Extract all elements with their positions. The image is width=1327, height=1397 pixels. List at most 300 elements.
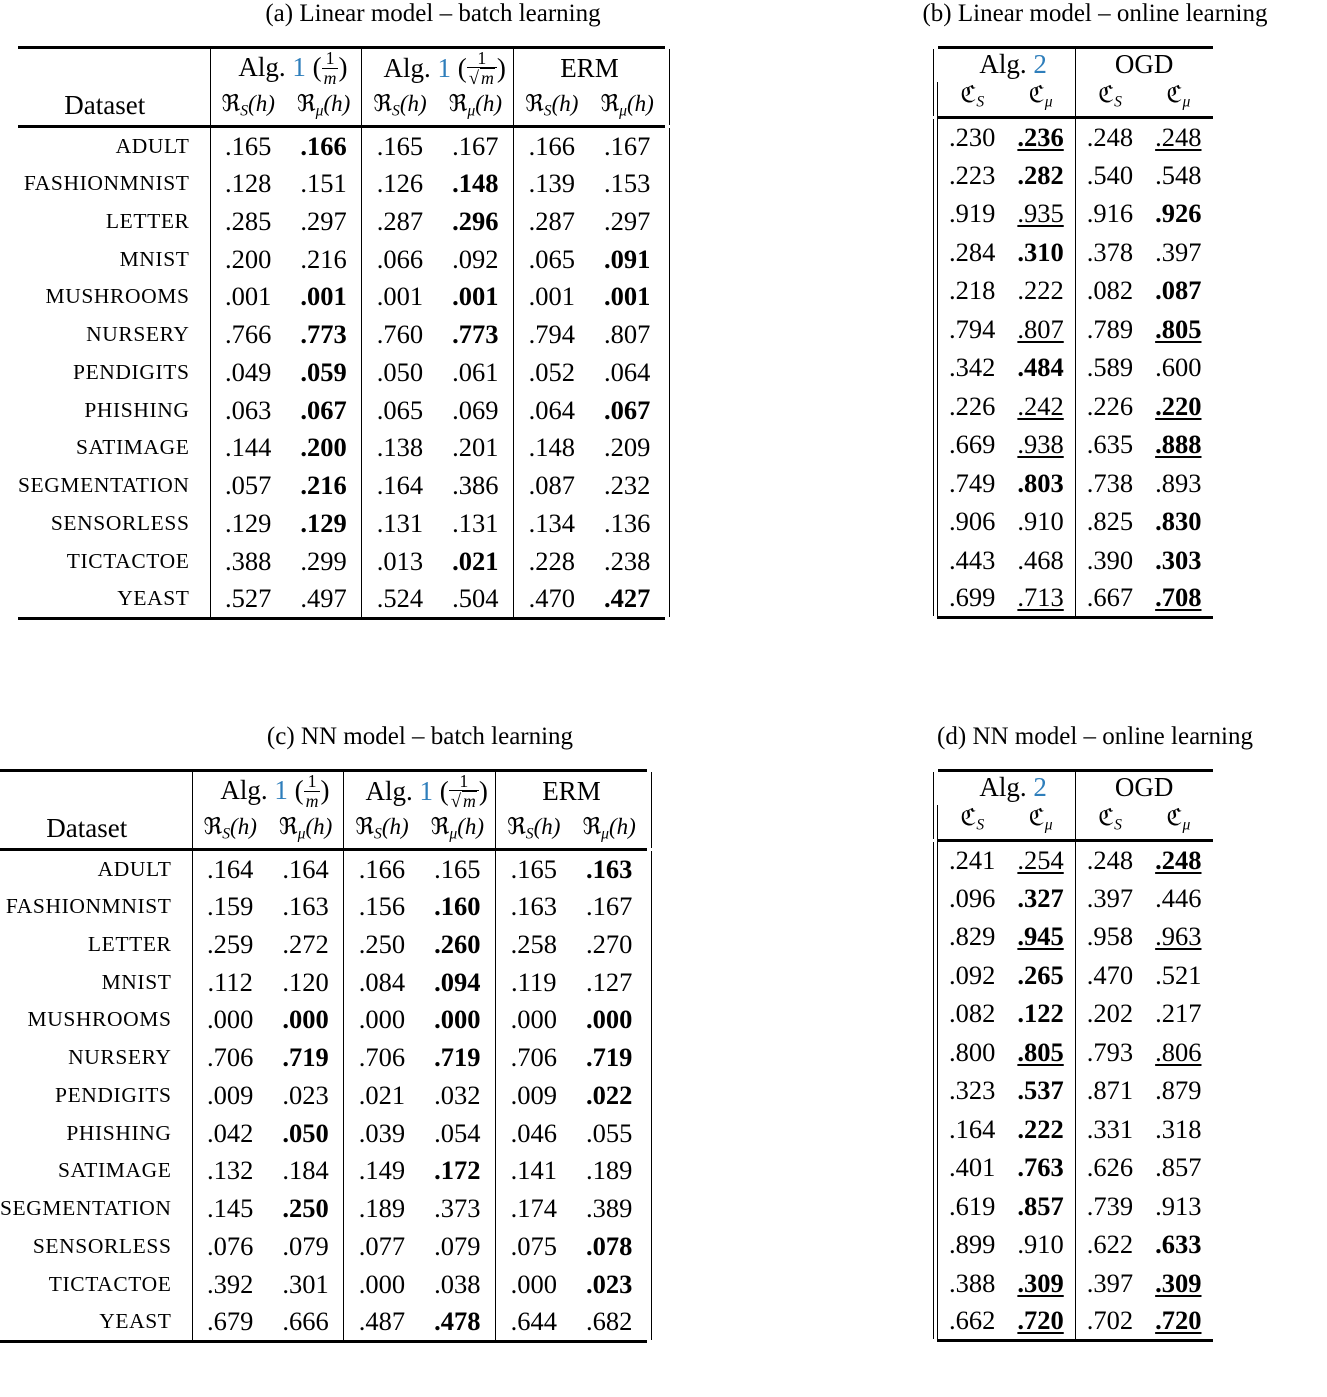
value-cell: .958 bbox=[1075, 917, 1144, 956]
header-group-row bbox=[938, 47, 1213, 82]
value-cell: .497 bbox=[300, 582, 347, 613]
value-cell: .248 bbox=[1075, 117, 1144, 156]
value-cell: .127 bbox=[571, 963, 646, 1001]
value-cell: .287 bbox=[362, 202, 438, 240]
value-cell: .163 bbox=[571, 850, 646, 888]
value-cell: .023 bbox=[282, 1079, 329, 1110]
value-cell: .119 bbox=[496, 963, 572, 1001]
subheader-cell: ℜ$_S$(h) bbox=[514, 91, 590, 127]
value-cell: .708 bbox=[1155, 582, 1202, 613]
table-row bbox=[938, 956, 1213, 995]
value-cell: .166 bbox=[514, 127, 590, 165]
value-cell: .537 bbox=[1017, 1075, 1064, 1106]
dataset-name: YEAST bbox=[117, 585, 190, 610]
value-cell: .218 bbox=[938, 271, 1007, 310]
dataset-name: LETTER bbox=[105, 208, 190, 233]
value-cell: .009 bbox=[496, 1077, 572, 1115]
value-cell: .720 bbox=[1017, 1305, 1064, 1336]
value-cell: .126 bbox=[362, 165, 438, 203]
value-cell: .078 bbox=[571, 1228, 646, 1266]
group-alg1-sqrtm: Alg. 1 ( $\frac{1}{√ m}$ ) bbox=[344, 770, 496, 814]
value-cell: .000 bbox=[344, 1265, 420, 1303]
dataset-name: PHISHING bbox=[66, 1120, 172, 1145]
value-cell: .064 bbox=[589, 354, 664, 392]
value-cell: .248 bbox=[1155, 121, 1202, 152]
value-cell: .061 bbox=[452, 356, 499, 387]
value-cell: .064 bbox=[514, 391, 590, 429]
value-cell: .284 bbox=[938, 233, 1007, 272]
value-cell: .857 bbox=[1155, 1152, 1202, 1183]
value-cell: .166 bbox=[300, 130, 347, 161]
value-cell: .342 bbox=[938, 348, 1007, 387]
value-cell: .134 bbox=[514, 505, 590, 543]
value-cell: .331 bbox=[1075, 1110, 1144, 1149]
value-cell: .021 bbox=[344, 1077, 420, 1115]
value-cell: .001 bbox=[589, 278, 664, 316]
value-cell: .265 bbox=[1017, 959, 1064, 990]
value-cell: .527 bbox=[210, 580, 286, 618]
value-cell: .378 bbox=[1075, 233, 1144, 272]
value-cell: .388 bbox=[938, 1264, 1007, 1303]
subheader-cell: ℜ$_S$(h) bbox=[192, 814, 268, 850]
value-cell: .165 bbox=[210, 127, 286, 165]
dataset-name: ADULT bbox=[115, 133, 190, 158]
group-alg2: Alg. 2 bbox=[938, 47, 1076, 82]
value-cell: .082 bbox=[938, 994, 1007, 1033]
table-row bbox=[0, 1303, 647, 1341]
value-cell: .773 bbox=[452, 319, 499, 350]
value-cell: .916 bbox=[1075, 194, 1144, 233]
value-cell: .702 bbox=[1075, 1302, 1144, 1341]
table-row bbox=[938, 1187, 1213, 1226]
value-cell: .309 bbox=[1155, 1267, 1202, 1298]
subheader-cell: ℜ$_S$(h) bbox=[344, 814, 420, 850]
dataset-name: YEAST bbox=[99, 1308, 172, 1333]
value-cell: .163 bbox=[282, 890, 329, 921]
value-cell: .899 bbox=[938, 1225, 1007, 1264]
table-row bbox=[938, 1225, 1213, 1264]
value-cell: .699 bbox=[938, 579, 1007, 618]
value-cell: .092 bbox=[938, 956, 1007, 995]
header-sub-row bbox=[938, 82, 1213, 118]
value-cell: .216 bbox=[300, 243, 347, 274]
table-row bbox=[0, 1114, 647, 1152]
value-cell: .789 bbox=[1075, 310, 1144, 349]
value-cell: .270 bbox=[571, 925, 646, 963]
value-cell: .669 bbox=[938, 425, 1007, 464]
value-cell: .238 bbox=[589, 542, 664, 580]
value-cell: .296 bbox=[452, 205, 499, 236]
dataset-header: Dataset bbox=[46, 813, 128, 844]
value-cell: .148 bbox=[452, 167, 499, 198]
table-row bbox=[938, 1071, 1213, 1110]
value-cell: .164 bbox=[192, 850, 268, 888]
value-cell: .548 bbox=[1155, 159, 1202, 190]
table-row bbox=[938, 117, 1213, 156]
value-cell: .805 bbox=[1017, 1036, 1064, 1067]
subheader-cell: ℭ$_S$ bbox=[938, 805, 1007, 841]
table-row bbox=[0, 1039, 647, 1077]
table-row bbox=[938, 840, 1213, 879]
dataset-name: MNIST bbox=[101, 969, 172, 994]
table-d bbox=[937, 769, 1213, 1343]
value-cell: .938 bbox=[1017, 429, 1064, 460]
value-cell: .067 bbox=[589, 391, 664, 429]
value-cell: .644 bbox=[496, 1303, 572, 1341]
table-row bbox=[938, 579, 1213, 618]
value-cell: .825 bbox=[1075, 502, 1144, 541]
value-cell: .079 bbox=[434, 1231, 481, 1262]
value-cell: .151 bbox=[300, 167, 347, 198]
value-cell: .794 bbox=[938, 310, 1007, 349]
value-cell: .805 bbox=[1155, 313, 1202, 344]
table-row bbox=[18, 278, 665, 316]
value-cell: .667 bbox=[1075, 579, 1144, 618]
value-cell: .297 bbox=[589, 202, 664, 240]
subheader-cell: ℜ$_\mu$(h) bbox=[296, 90, 351, 120]
value-cell: .248 bbox=[1155, 844, 1202, 875]
subheader-cell: ℜ$_\mu$(h) bbox=[571, 814, 646, 850]
value-cell: .830 bbox=[1155, 506, 1202, 537]
panel-c bbox=[0, 723, 840, 1343]
value-cell: .926 bbox=[1155, 198, 1202, 229]
value-cell: .945 bbox=[1017, 921, 1064, 952]
value-cell: .589 bbox=[1075, 348, 1144, 387]
value-cell: .794 bbox=[514, 316, 590, 354]
table-row bbox=[938, 464, 1213, 503]
value-cell: .222 bbox=[1017, 275, 1064, 306]
value-cell: .091 bbox=[589, 240, 664, 278]
header-group-row bbox=[18, 47, 665, 91]
value-cell: .763 bbox=[1017, 1152, 1064, 1183]
value-cell: .619 bbox=[938, 1187, 1007, 1226]
value-cell: .766 bbox=[210, 316, 286, 354]
caption-b: (b) Linear model – online learning bbox=[922, 0, 1268, 27]
value-cell: .128 bbox=[210, 165, 286, 203]
value-cell: .248 bbox=[1075, 840, 1144, 879]
table-row bbox=[18, 127, 665, 165]
value-cell: .082 bbox=[1075, 271, 1144, 310]
value-cell: .913 bbox=[1155, 1190, 1202, 1221]
value-cell: .829 bbox=[938, 917, 1007, 956]
subheader-cell: ℜ$_\mu$(h) bbox=[589, 91, 664, 127]
table-row bbox=[938, 917, 1213, 956]
table-row bbox=[0, 850, 647, 888]
value-cell: .600 bbox=[1155, 352, 1202, 383]
value-cell: .165 bbox=[434, 853, 481, 884]
value-cell: .189 bbox=[344, 1190, 420, 1228]
value-cell: .059 bbox=[300, 356, 347, 387]
value-cell: .241 bbox=[938, 840, 1007, 879]
group-erm: ERM bbox=[496, 770, 647, 814]
value-cell: .807 bbox=[589, 316, 664, 354]
header-group-row bbox=[938, 770, 1213, 805]
group-alg2: Alg. 2 bbox=[938, 770, 1076, 805]
value-cell: .050 bbox=[282, 1117, 329, 1148]
value-cell: .200 bbox=[300, 432, 347, 463]
value-cell: .000 bbox=[571, 1001, 646, 1039]
table-row bbox=[0, 1001, 647, 1039]
value-cell: .050 bbox=[362, 354, 438, 392]
dataset-name: SENSORLESS bbox=[50, 511, 190, 536]
value-cell: .063 bbox=[210, 391, 286, 429]
value-cell: .871 bbox=[1075, 1071, 1144, 1110]
value-cell: .222 bbox=[1017, 1113, 1064, 1144]
value-cell: .189 bbox=[571, 1152, 646, 1190]
value-cell: .390 bbox=[1075, 541, 1144, 580]
table-row bbox=[0, 1265, 647, 1303]
value-cell: .719 bbox=[434, 1042, 481, 1073]
value-cell: .301 bbox=[282, 1268, 329, 1299]
value-cell: .888 bbox=[1155, 429, 1202, 460]
table-row bbox=[938, 348, 1213, 387]
value-cell: .719 bbox=[571, 1039, 646, 1077]
value-cell: .023 bbox=[571, 1265, 646, 1303]
value-cell: .075 bbox=[496, 1228, 572, 1266]
value-cell: .209 bbox=[589, 429, 664, 467]
value-cell: .160 bbox=[434, 890, 481, 921]
value-cell: .022 bbox=[571, 1077, 646, 1115]
value-cell: .540 bbox=[1075, 156, 1144, 195]
value-cell: .401 bbox=[938, 1148, 1007, 1187]
value-cell: .054 bbox=[434, 1117, 481, 1148]
value-cell: .303 bbox=[1155, 544, 1202, 575]
caption-a: (a) Linear model – batch learning bbox=[265, 0, 601, 27]
value-cell: .046 bbox=[496, 1114, 572, 1152]
dataset-name: PENDIGITS bbox=[73, 359, 190, 384]
caption-d: (d) NN model – online learning bbox=[937, 723, 1253, 750]
table-row bbox=[0, 1077, 647, 1115]
dataset-name: PHISHING bbox=[84, 397, 190, 422]
value-cell: .148 bbox=[514, 429, 590, 467]
header-group-row bbox=[0, 770, 647, 814]
value-cell: .167 bbox=[571, 888, 646, 926]
value-cell: .470 bbox=[514, 580, 590, 618]
value-cell: .803 bbox=[1017, 467, 1064, 498]
table-row bbox=[0, 1190, 647, 1228]
value-cell: .220 bbox=[1155, 390, 1202, 421]
value-cell: .484 bbox=[1017, 352, 1064, 383]
value-cell: .260 bbox=[434, 928, 481, 959]
table-row bbox=[18, 391, 665, 429]
value-cell: .094 bbox=[434, 966, 481, 997]
value-cell: .682 bbox=[571, 1303, 646, 1341]
value-cell: .202 bbox=[1075, 994, 1144, 1033]
table-row bbox=[938, 541, 1213, 580]
table-row bbox=[938, 1033, 1213, 1072]
value-cell: .504 bbox=[452, 582, 499, 613]
value-cell: .159 bbox=[192, 888, 268, 926]
value-cell: .793 bbox=[1075, 1033, 1144, 1072]
table-row bbox=[18, 542, 665, 580]
value-cell: .285 bbox=[210, 202, 286, 240]
table-row bbox=[18, 467, 665, 505]
value-cell: .633 bbox=[1155, 1229, 1202, 1260]
table-row bbox=[938, 156, 1213, 195]
value-cell: .057 bbox=[210, 467, 286, 505]
value-cell: .132 bbox=[192, 1152, 268, 1190]
value-cell: .009 bbox=[192, 1077, 268, 1115]
value-cell: .893 bbox=[1155, 467, 1202, 498]
value-cell: .164 bbox=[282, 853, 329, 884]
value-cell: .287 bbox=[514, 202, 590, 240]
value-cell: .021 bbox=[452, 545, 499, 576]
value-cell: .076 bbox=[192, 1228, 268, 1266]
value-cell: .000 bbox=[282, 1004, 329, 1035]
value-cell: .232 bbox=[589, 467, 664, 505]
value-cell: .857 bbox=[1017, 1190, 1064, 1221]
value-cell: .760 bbox=[362, 316, 438, 354]
value-cell: .087 bbox=[514, 467, 590, 505]
value-cell: .129 bbox=[210, 505, 286, 543]
dataset-name: MUSHROOMS bbox=[45, 284, 190, 309]
value-cell: .388 bbox=[210, 542, 286, 580]
value-cell: .392 bbox=[192, 1265, 268, 1303]
value-cell: .000 bbox=[192, 1001, 268, 1039]
table-row bbox=[938, 994, 1213, 1033]
value-cell: .144 bbox=[210, 429, 286, 467]
value-cell: .139 bbox=[514, 165, 590, 203]
dataset-name: LETTER bbox=[87, 931, 172, 956]
dataset-name: SEGMENTATION bbox=[18, 473, 190, 498]
value-cell: .397 bbox=[1075, 1264, 1144, 1303]
value-cell: .706 bbox=[192, 1039, 268, 1077]
value-cell: .310 bbox=[1017, 236, 1064, 267]
value-cell: .200 bbox=[210, 240, 286, 278]
value-cell: .000 bbox=[434, 1004, 481, 1035]
subheader-cell: ℭ$_\mu$ bbox=[1166, 804, 1191, 833]
subheader-cell: ℜ$_\mu$(h) bbox=[448, 90, 503, 120]
value-cell: .163 bbox=[496, 888, 572, 926]
header-sub-row bbox=[938, 805, 1213, 841]
subheader-cell: ℜ$_S$(h) bbox=[362, 91, 438, 127]
value-cell: .478 bbox=[434, 1305, 481, 1336]
value-cell: .226 bbox=[938, 387, 1007, 426]
table-row bbox=[0, 1152, 647, 1190]
value-cell: .935 bbox=[1017, 198, 1064, 229]
value-cell: .919 bbox=[938, 194, 1007, 233]
value-cell: .749 bbox=[938, 464, 1007, 503]
group-ogd: OGD bbox=[1075, 47, 1212, 82]
value-cell: .167 bbox=[452, 130, 499, 161]
value-cell: .622 bbox=[1075, 1225, 1144, 1264]
value-cell: .259 bbox=[192, 925, 268, 963]
value-cell: .226 bbox=[1075, 387, 1144, 426]
value-cell: .001 bbox=[210, 278, 286, 316]
table-row bbox=[18, 354, 665, 392]
value-cell: .713 bbox=[1017, 582, 1064, 613]
dataset-name: SENSORLESS bbox=[32, 1234, 172, 1259]
value-cell: .129 bbox=[300, 508, 347, 539]
table-row bbox=[938, 1148, 1213, 1187]
value-cell: .806 bbox=[1155, 1036, 1202, 1067]
value-cell: .167 bbox=[589, 127, 664, 165]
value-cell: .679 bbox=[192, 1303, 268, 1341]
table-row bbox=[0, 1228, 647, 1266]
value-cell: .067 bbox=[300, 394, 347, 425]
value-cell: .282 bbox=[1017, 159, 1064, 190]
value-cell: .389 bbox=[571, 1190, 646, 1228]
table-row bbox=[938, 194, 1213, 233]
table-row bbox=[18, 165, 665, 203]
value-cell: .166 bbox=[344, 850, 420, 888]
subheader-cell: ℜ$_\mu$(h) bbox=[430, 813, 485, 843]
dataset-name: FASHIONMNIST bbox=[5, 893, 172, 918]
value-cell: .038 bbox=[434, 1268, 481, 1299]
value-cell: .184 bbox=[282, 1155, 329, 1186]
value-cell: .077 bbox=[344, 1228, 420, 1266]
value-cell: .052 bbox=[514, 354, 590, 392]
table-row bbox=[938, 233, 1213, 272]
dataset-name: NURSERY bbox=[86, 322, 190, 347]
dataset-name: SEGMENTATION bbox=[0, 1196, 172, 1221]
dataset-name: MNIST bbox=[119, 246, 190, 271]
value-cell: .096 bbox=[938, 879, 1007, 918]
panel-d bbox=[875, 723, 1315, 1342]
value-cell: .443 bbox=[938, 541, 1007, 580]
value-cell: .318 bbox=[1155, 1113, 1202, 1144]
value-cell: .299 bbox=[300, 545, 347, 576]
value-cell: .138 bbox=[362, 429, 438, 467]
table-row bbox=[938, 879, 1213, 918]
value-cell: .397 bbox=[1075, 879, 1144, 918]
value-cell: .156 bbox=[344, 888, 420, 926]
value-cell: .165 bbox=[362, 127, 438, 165]
value-cell: .706 bbox=[496, 1039, 572, 1077]
value-cell: .000 bbox=[496, 1265, 572, 1303]
value-cell: .524 bbox=[362, 580, 438, 618]
caption-c: (c) NN model – batch learning bbox=[266, 723, 574, 750]
value-cell: .066 bbox=[362, 240, 438, 278]
value-cell: .773 bbox=[300, 319, 347, 350]
value-cell: .242 bbox=[1017, 390, 1064, 421]
subheader-cell: ℜ$_S$(h) bbox=[210, 91, 286, 127]
value-cell: .706 bbox=[344, 1039, 420, 1077]
value-cell: .666 bbox=[282, 1305, 329, 1336]
table-row bbox=[938, 387, 1213, 426]
table-row bbox=[18, 202, 665, 240]
dataset-name: SATIMAGE bbox=[58, 1158, 172, 1183]
value-cell: .309 bbox=[1017, 1267, 1064, 1298]
value-cell: .039 bbox=[344, 1114, 420, 1152]
table-a bbox=[18, 46, 665, 620]
value-cell: .386 bbox=[452, 470, 499, 501]
table-row bbox=[18, 316, 665, 354]
value-cell: .446 bbox=[1155, 882, 1202, 913]
table-b bbox=[937, 46, 1213, 620]
value-cell: .149 bbox=[344, 1152, 420, 1190]
value-cell: .065 bbox=[514, 240, 590, 278]
dataset-name: TICTACTOE bbox=[66, 548, 190, 573]
value-cell: .174 bbox=[496, 1190, 572, 1228]
value-cell: .230 bbox=[938, 117, 1007, 156]
panel-a bbox=[18, 0, 848, 620]
table-row bbox=[0, 925, 647, 963]
subheader-cell: ℭ$_\mu$ bbox=[1166, 81, 1191, 110]
dataset-name: TICTACTOE bbox=[48, 1271, 172, 1296]
value-cell: .172 bbox=[434, 1155, 481, 1186]
value-cell: .254 bbox=[1017, 844, 1064, 875]
value-cell: .800 bbox=[938, 1033, 1007, 1072]
subheader-cell: ℜ$_\mu$(h) bbox=[278, 813, 333, 843]
value-cell: .739 bbox=[1075, 1187, 1144, 1226]
value-cell: .626 bbox=[1075, 1148, 1144, 1187]
value-cell: .258 bbox=[496, 925, 572, 963]
table-row bbox=[0, 963, 647, 1001]
value-cell: .153 bbox=[589, 165, 664, 203]
table-row bbox=[938, 1264, 1213, 1303]
value-cell: .122 bbox=[1017, 998, 1064, 1029]
